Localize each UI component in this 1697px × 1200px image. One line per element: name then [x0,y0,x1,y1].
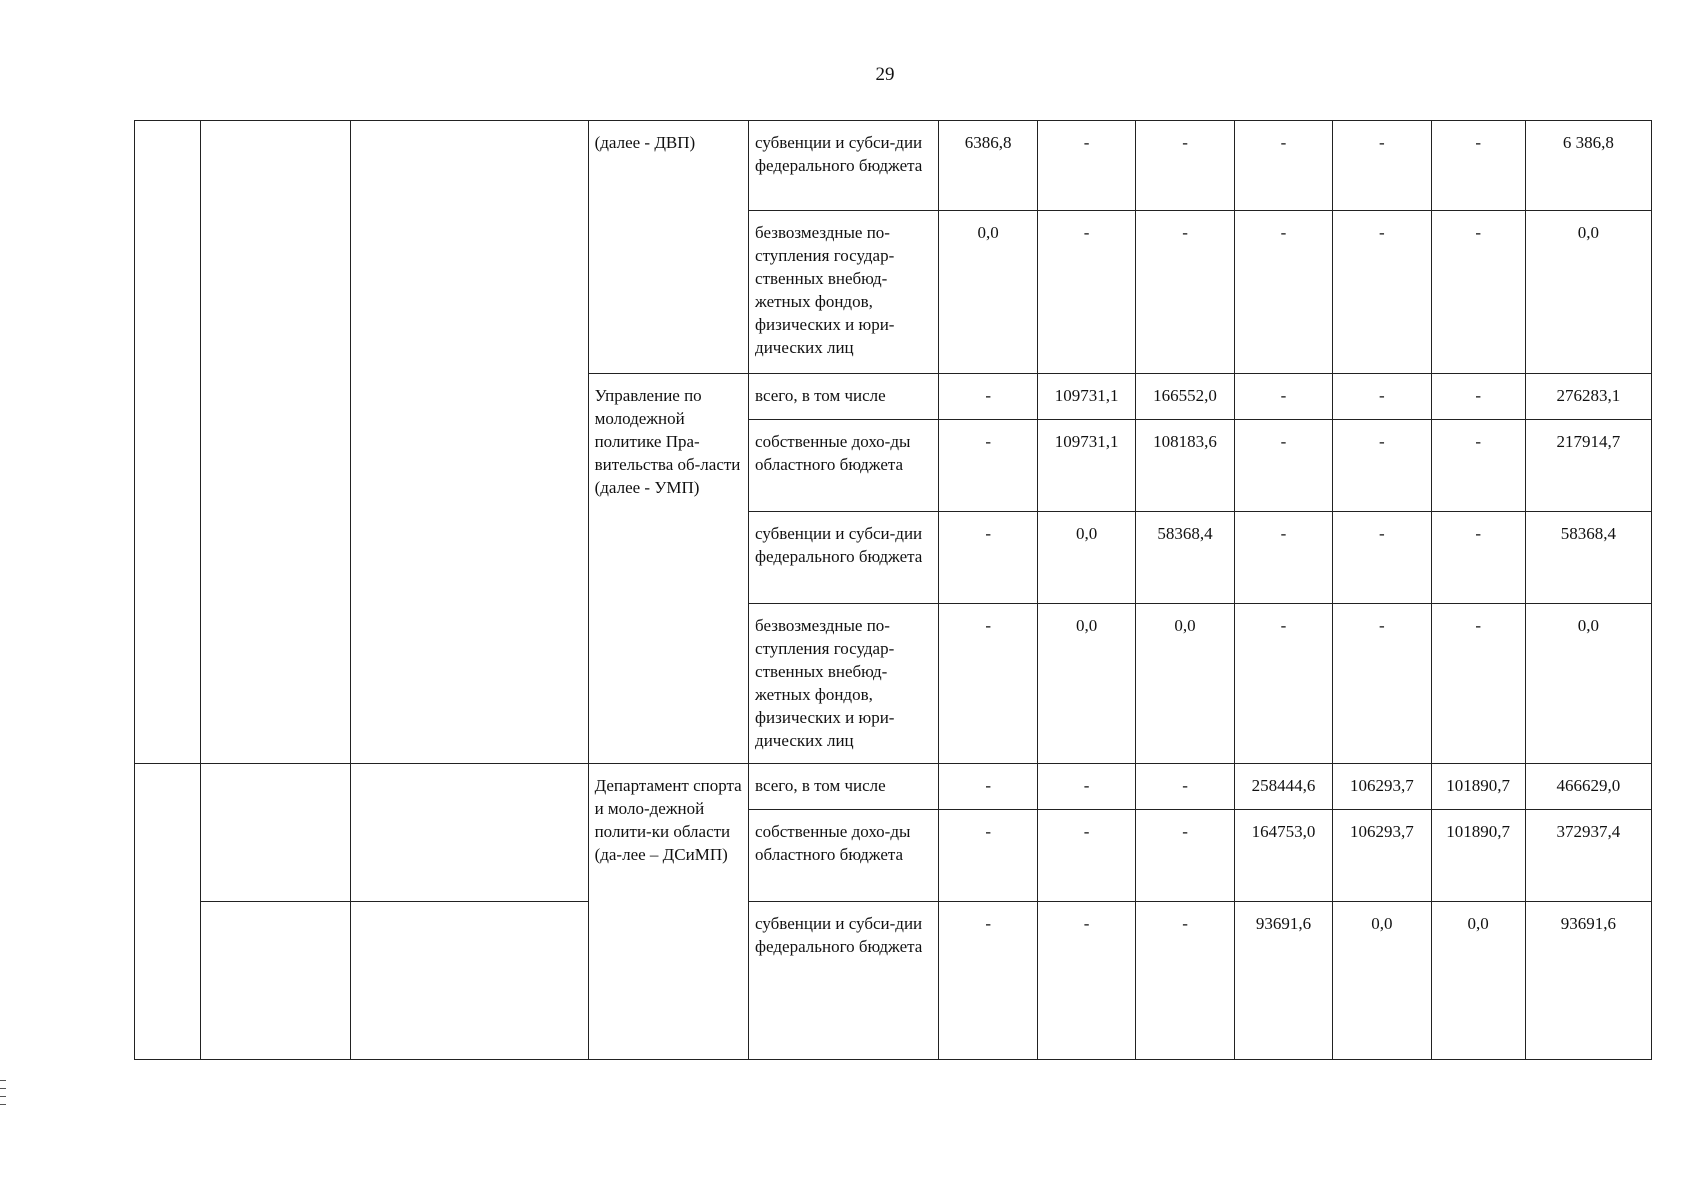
value-cell: 166552,0 [1136,374,1234,420]
page-number: 29 [875,64,895,85]
budget-table [134,120,1652,1060]
source-cell: субвенции и субси-дии федерального бюджета [749,512,939,604]
value-cell: - [1234,420,1332,512]
value-cell: - [1431,121,1525,211]
value-cell: - [939,764,1037,810]
margin-tick [0,1088,6,1089]
value-cell: - [1234,211,1332,374]
total-cell: 6 386,8 [1525,121,1651,211]
value-cell: - [1037,211,1135,374]
value-cell: - [939,374,1037,420]
value-cell: 101890,7 [1431,764,1525,810]
table-row [135,902,1652,1060]
total-cell: 0,0 [1525,211,1651,374]
program-cell [201,121,351,764]
value-cell: - [939,420,1037,512]
value-cell: - [1136,211,1234,374]
value-cell: - [1431,512,1525,604]
value-cell: - [1234,512,1332,604]
value-cell: 0,0 [1431,902,1525,1060]
value-cell: - [939,902,1037,1060]
value-cell: - [1234,604,1332,764]
value-cell: 0,0 [1136,604,1234,764]
value-cell: - [1136,902,1234,1060]
value-cell: 109731,1 [1037,374,1135,420]
value-cell: - [1333,211,1431,374]
value-cell: - [1037,121,1135,211]
value-cell: 101890,7 [1431,810,1525,902]
org-dvp: (далее - ДВП) [588,121,748,374]
total-cell: 0,0 [1525,604,1651,764]
source-cell: безвозмездные по-ступления государ-ственных внебюд-жетных фондов, физических и юри-дических лиц [749,211,939,374]
program-cell [201,764,351,902]
margin-tick [0,1096,6,1097]
budget-table-container [134,120,1652,1060]
value-cell: 108183,6 [1136,420,1234,512]
total-cell: 466629,0 [1525,764,1651,810]
value-cell: - [1333,512,1431,604]
value-cell: 106293,7 [1333,810,1431,902]
value-cell: - [1333,121,1431,211]
table-row [135,121,1652,211]
value-cell: 0,0 [1037,512,1135,604]
value-cell: 58368,4 [1136,512,1234,604]
value-cell: 109731,1 [1037,420,1135,512]
value-cell: 164753,0 [1234,810,1332,902]
source-cell: безвозмездные по-ступления государ-ственных внебюд-жетных фондов, физических и юри-дических лиц [749,604,939,764]
source-cell: субвенции и субси-дии федерального бюджета [749,121,939,211]
source-cell: собственные дохо-ды областного бюджета [749,810,939,902]
value-cell: - [939,604,1037,764]
value-cell: - [1333,374,1431,420]
total-cell: 93691,6 [1525,902,1651,1060]
value-cell: - [1037,764,1135,810]
number-cell [135,764,201,1060]
value-cell: - [1136,764,1234,810]
value-cell: - [1431,420,1525,512]
value-cell: 106293,7 [1333,764,1431,810]
source-cell: субвенции и субси-дии федерального бюджета [749,902,939,1060]
activity-cell [351,121,588,764]
org-ump: Управление по молодежной политике Пра-вительства об-ласти (далее - УМП) [588,374,748,764]
value-cell: 0,0 [1333,902,1431,1060]
activity-cell [351,902,588,1060]
value-cell: - [1234,121,1332,211]
activity-cell [351,764,588,902]
margin-tick [0,1104,6,1105]
value-cell: 258444,6 [1234,764,1332,810]
value-cell: - [1431,604,1525,764]
total-cell: 58368,4 [1525,512,1651,604]
value-cell: - [1431,374,1525,420]
value-cell: - [1333,420,1431,512]
program-cell [201,902,351,1060]
value-cell: - [939,810,1037,902]
value-cell: 0,0 [939,211,1037,374]
value-cell: - [939,512,1037,604]
number-cell [135,121,201,764]
value-cell: 0,0 [1037,604,1135,764]
value-cell: - [1234,374,1332,420]
value-cell: - [1037,810,1135,902]
total-cell: 372937,4 [1525,810,1651,902]
source-cell: всего, в том числе [749,374,939,420]
value-cell: - [1431,211,1525,374]
source-cell: собственные дохо-ды областного бюджета [749,420,939,512]
value-cell: - [1136,810,1234,902]
value-cell: 93691,6 [1234,902,1332,1060]
total-cell: 276283,1 [1525,374,1651,420]
value-cell: - [1136,121,1234,211]
value-cell: - [1037,902,1135,1060]
margin-tick [0,1080,6,1081]
value-cell: 6386,8 [939,121,1037,211]
org-dsimp: Департамент спорта и моло-дежной полити-ки области (да-лее – ДСиМП) [588,764,748,1060]
table-row [135,764,1652,810]
value-cell: - [1333,604,1431,764]
total-cell: 217914,7 [1525,420,1651,512]
source-cell: всего, в том числе [749,764,939,810]
